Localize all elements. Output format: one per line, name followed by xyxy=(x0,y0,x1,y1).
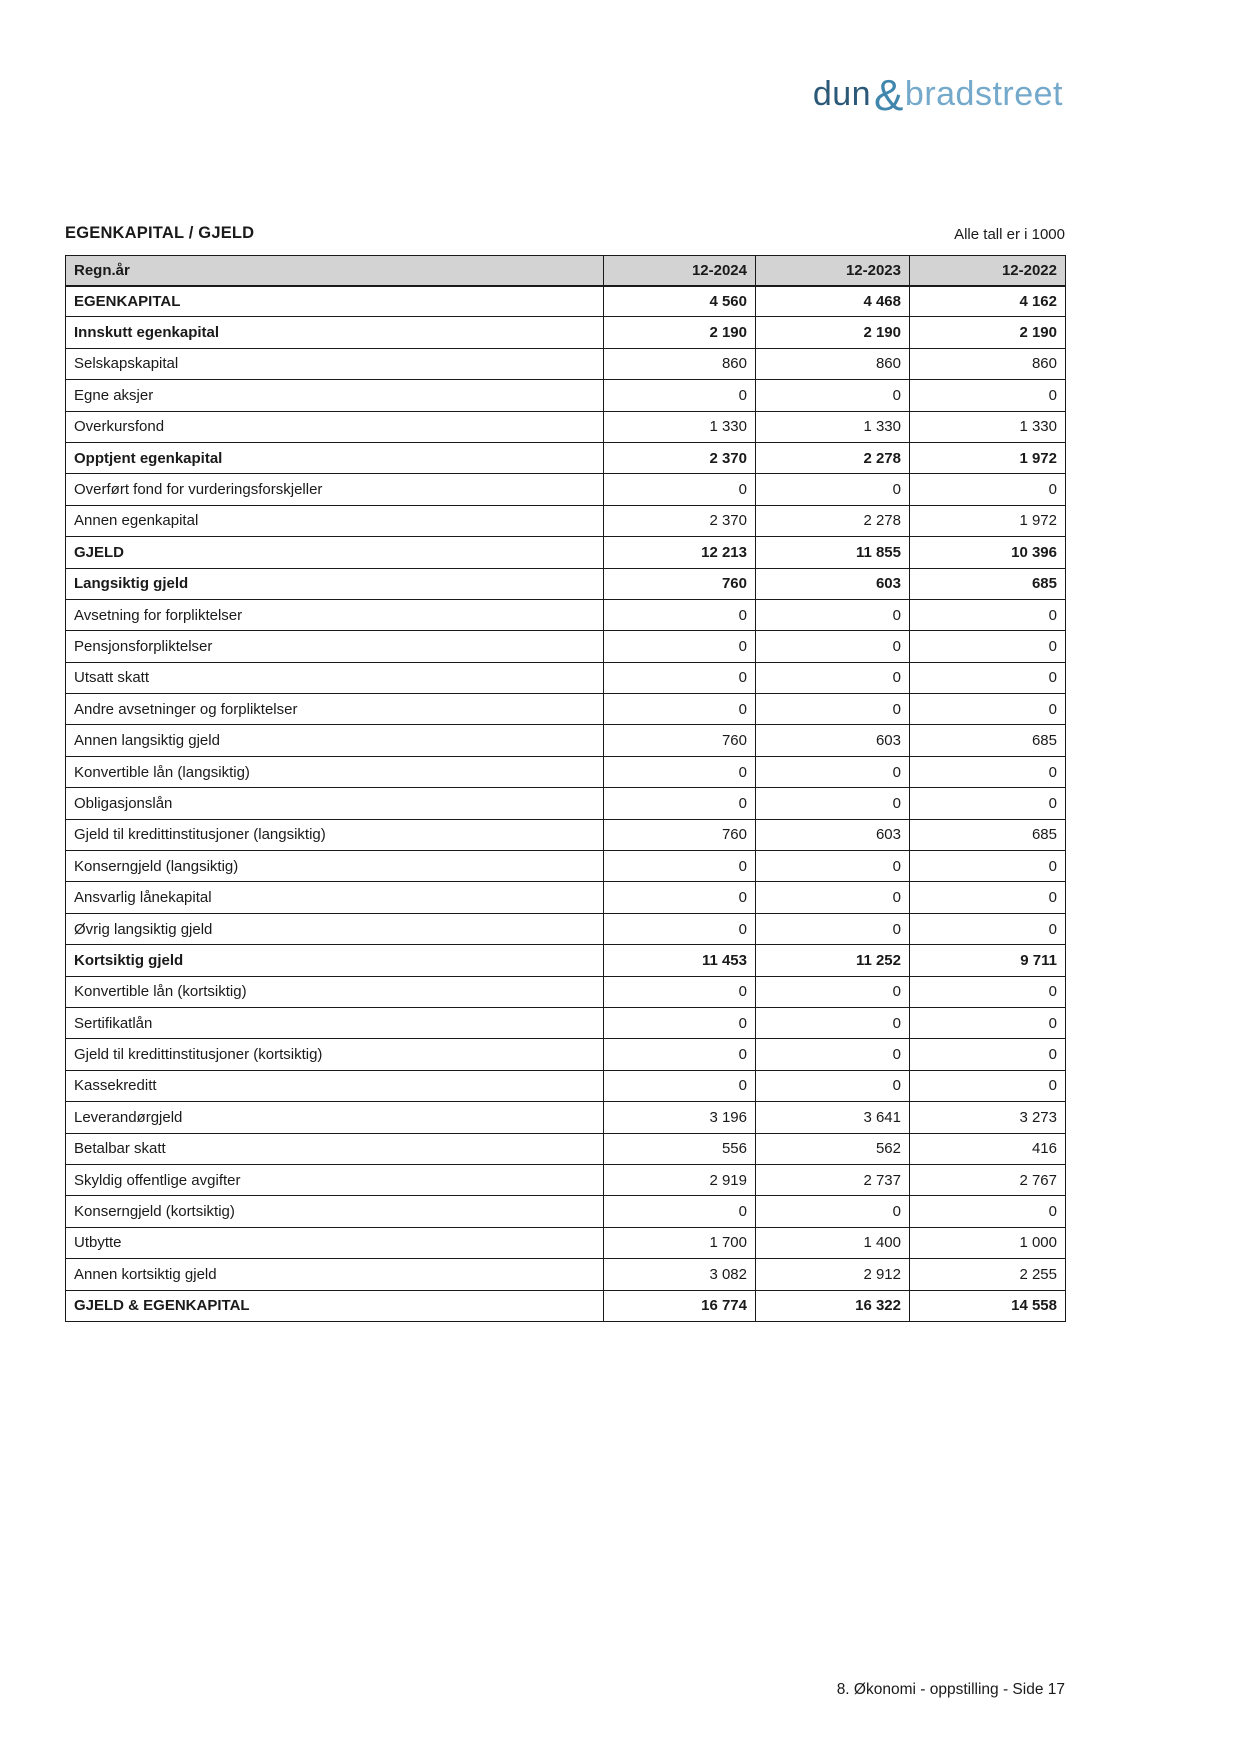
row-value: 0 xyxy=(910,851,1066,882)
row-value: 0 xyxy=(910,913,1066,944)
row-label: Ansvarlig lånekapital xyxy=(66,882,604,913)
table-row xyxy=(66,725,1066,756)
row-value: 0 xyxy=(604,474,756,505)
row-value: 0 xyxy=(756,1007,910,1038)
row-value: 0 xyxy=(756,913,910,944)
logo-ampersand-icon: & xyxy=(874,71,904,120)
row-value: 1 330 xyxy=(604,411,756,442)
row-value: 1 330 xyxy=(756,411,910,442)
column-header-12-2023: 12-2023 xyxy=(756,256,910,286)
row-label: Annen kortsiktig gjeld xyxy=(66,1259,604,1290)
table-row xyxy=(66,442,1066,473)
row-value: 0 xyxy=(604,1070,756,1101)
row-value: 1 972 xyxy=(910,442,1066,473)
row-value: 760 xyxy=(604,568,756,599)
table-row xyxy=(66,1039,1066,1070)
row-value: 1 000 xyxy=(910,1227,1066,1258)
balance-sheet-table xyxy=(65,255,1066,1322)
row-label: Selskapskapital xyxy=(66,348,604,379)
logo-text-dun: dun xyxy=(812,75,872,113)
row-label: Konvertible lån (langsiktig) xyxy=(66,756,604,787)
row-value: 0 xyxy=(604,380,756,411)
row-value: 2 190 xyxy=(756,317,910,348)
table-body xyxy=(66,286,1066,1322)
table-row xyxy=(66,1070,1066,1101)
row-label: Kassekreditt xyxy=(66,1070,604,1101)
table-row xyxy=(66,568,1066,599)
row-value: 0 xyxy=(756,380,910,411)
table-row xyxy=(66,317,1066,348)
row-label: GJELD xyxy=(66,537,604,568)
row-label: Leverandørgjeld xyxy=(66,1102,604,1133)
row-value: 0 xyxy=(604,631,756,662)
row-value: 2 190 xyxy=(910,317,1066,348)
row-value: 0 xyxy=(910,1007,1066,1038)
table-row xyxy=(66,286,1066,317)
table-row xyxy=(66,913,1066,944)
row-label: Konserngjeld (kortsiktig) xyxy=(66,1196,604,1227)
footer-page-label: 8. Økonomi - oppstilling - Side 17 xyxy=(836,1681,1065,1698)
row-value: 4 162 xyxy=(910,286,1066,317)
row-label: GJELD & EGENKAPITAL xyxy=(66,1290,604,1321)
row-value: 860 xyxy=(756,348,910,379)
row-value: 0 xyxy=(910,756,1066,787)
row-label: Konvertible lån (kortsiktig) xyxy=(66,976,604,1007)
column-header-12-2022: 12-2022 xyxy=(910,256,1066,286)
table-row xyxy=(66,411,1066,442)
row-label: Pensjonsforpliktelser xyxy=(66,631,604,662)
row-value: 0 xyxy=(756,662,910,693)
row-label: Avsetning for forpliktelser xyxy=(66,599,604,630)
row-value: 0 xyxy=(604,851,756,882)
row-value: 9 711 xyxy=(910,945,1066,976)
row-value: 4 560 xyxy=(604,286,756,317)
row-label: Andre avsetninger og forpliktelser xyxy=(66,694,604,725)
row-value: 2 255 xyxy=(910,1259,1066,1290)
row-value: 2 370 xyxy=(604,505,756,536)
row-label: Sertifikatlån xyxy=(66,1007,604,1038)
row-value: 0 xyxy=(910,662,1066,693)
row-value: 12 213 xyxy=(604,537,756,568)
row-value: 16 774 xyxy=(604,1290,756,1321)
row-value: 685 xyxy=(910,725,1066,756)
row-value: 760 xyxy=(604,819,756,850)
dun-and-bradstreet-logo xyxy=(812,71,1063,120)
row-value: 562 xyxy=(756,1133,910,1164)
row-value: 2 912 xyxy=(756,1259,910,1290)
row-label: Skyldig offentlige avgifter xyxy=(66,1164,604,1195)
title-row xyxy=(65,224,1065,243)
row-value: 0 xyxy=(756,1070,910,1101)
row-value: 0 xyxy=(604,788,756,819)
row-value: 3 641 xyxy=(756,1102,910,1133)
row-value: 1 700 xyxy=(604,1227,756,1258)
row-value: 4 468 xyxy=(756,286,910,317)
row-label: Overkursfond xyxy=(66,411,604,442)
logo-text-bradstreet: bradstreet xyxy=(904,75,1063,113)
row-value: 0 xyxy=(910,1070,1066,1101)
row-value: 16 322 xyxy=(756,1290,910,1321)
table-row xyxy=(66,1133,1066,1164)
row-value: 11 855 xyxy=(756,537,910,568)
units-note: Alle tall er i 1000 xyxy=(954,226,1065,243)
row-value: 0 xyxy=(604,913,756,944)
row-label: Annen langsiktig gjeld xyxy=(66,725,604,756)
row-label: Utsatt skatt xyxy=(66,662,604,693)
row-value: 0 xyxy=(756,882,910,913)
row-value: 0 xyxy=(910,474,1066,505)
row-value: 0 xyxy=(910,976,1066,1007)
row-value: 603 xyxy=(756,725,910,756)
row-label: Egne aksjer xyxy=(66,380,604,411)
page-content xyxy=(65,0,1065,1754)
row-label: Gjeld til kredittinstitusjoner (kortsiktig) xyxy=(66,1039,604,1070)
row-value: 0 xyxy=(910,631,1066,662)
table-row xyxy=(66,1227,1066,1258)
row-value: 1 400 xyxy=(756,1227,910,1258)
table-row xyxy=(66,819,1066,850)
row-label: Langsiktig gjeld xyxy=(66,568,604,599)
row-value: 0 xyxy=(910,380,1066,411)
table-row xyxy=(66,882,1066,913)
column-header-regnar: Regn.år xyxy=(66,256,604,286)
table-header-row xyxy=(66,256,1066,286)
row-value: 0 xyxy=(910,1196,1066,1227)
row-label: Øvrig langsiktig gjeld xyxy=(66,913,604,944)
row-value: 0 xyxy=(604,1039,756,1070)
row-value: 1 330 xyxy=(910,411,1066,442)
row-value: 860 xyxy=(604,348,756,379)
row-value: 2 278 xyxy=(756,505,910,536)
table-row xyxy=(66,1164,1066,1195)
table-row xyxy=(66,380,1066,411)
row-label: Overført fond for vurderingsforskjeller xyxy=(66,474,604,505)
row-value: 0 xyxy=(604,756,756,787)
row-value: 1 972 xyxy=(910,505,1066,536)
row-label: Opptjent egenkapital xyxy=(66,442,604,473)
column-header-12-2024: 12-2024 xyxy=(604,256,756,286)
row-label: Konserngjeld (langsiktig) xyxy=(66,851,604,882)
row-label: Gjeld til kredittinstitusjoner (langsiktig) xyxy=(66,819,604,850)
table-row xyxy=(66,756,1066,787)
row-value: 2 737 xyxy=(756,1164,910,1195)
row-value: 0 xyxy=(756,694,910,725)
row-value: 0 xyxy=(756,788,910,819)
row-value: 685 xyxy=(910,819,1066,850)
row-value: 10 396 xyxy=(910,537,1066,568)
table-row xyxy=(66,945,1066,976)
table-row xyxy=(66,788,1066,819)
row-value: 416 xyxy=(910,1133,1066,1164)
row-value: 685 xyxy=(910,568,1066,599)
row-value: 0 xyxy=(604,882,756,913)
row-value: 2 919 xyxy=(604,1164,756,1195)
row-value: 0 xyxy=(910,1039,1066,1070)
row-value: 3 196 xyxy=(604,1102,756,1133)
table-row xyxy=(66,1007,1066,1038)
row-value: 0 xyxy=(604,694,756,725)
table-row xyxy=(66,505,1066,536)
row-value: 2 370 xyxy=(604,442,756,473)
row-label: Utbytte xyxy=(66,1227,604,1258)
row-value: 2 278 xyxy=(756,442,910,473)
row-value: 0 xyxy=(604,1196,756,1227)
section-title: EGENKAPITAL / GJELD xyxy=(65,224,255,242)
row-label: Innskutt egenkapital xyxy=(66,317,604,348)
table-row xyxy=(66,976,1066,1007)
row-label: Betalbar skatt xyxy=(66,1133,604,1164)
row-value: 0 xyxy=(604,976,756,1007)
row-value: 0 xyxy=(910,599,1066,630)
row-label: Annen egenkapital xyxy=(66,505,604,536)
row-value: 0 xyxy=(756,631,910,662)
row-label: Obligasjonslån xyxy=(66,788,604,819)
row-value: 603 xyxy=(756,819,910,850)
row-value: 0 xyxy=(910,788,1066,819)
row-value: 2 767 xyxy=(910,1164,1066,1195)
row-value: 3 082 xyxy=(604,1259,756,1290)
row-value: 14 558 xyxy=(910,1290,1066,1321)
row-value: 2 190 xyxy=(604,317,756,348)
row-value: 603 xyxy=(756,568,910,599)
row-value: 0 xyxy=(756,976,910,1007)
row-value: 556 xyxy=(604,1133,756,1164)
row-value: 760 xyxy=(604,725,756,756)
table-row xyxy=(66,1102,1066,1133)
table-row xyxy=(66,631,1066,662)
table-row xyxy=(66,474,1066,505)
table-row xyxy=(66,662,1066,693)
row-value: 0 xyxy=(756,851,910,882)
row-value: 0 xyxy=(756,1039,910,1070)
table-row xyxy=(66,1259,1066,1290)
row-value: 0 xyxy=(604,662,756,693)
table-row xyxy=(66,694,1066,725)
row-value: 0 xyxy=(910,882,1066,913)
row-value: 11 453 xyxy=(604,945,756,976)
row-value: 860 xyxy=(910,348,1066,379)
table-row xyxy=(66,851,1066,882)
row-label: EGENKAPITAL xyxy=(66,286,604,317)
row-value: 3 273 xyxy=(910,1102,1066,1133)
row-value: 0 xyxy=(604,599,756,630)
table-row xyxy=(66,1290,1066,1321)
row-value: 0 xyxy=(756,474,910,505)
table-row xyxy=(66,348,1066,379)
table-row xyxy=(66,1196,1066,1227)
row-value: 0 xyxy=(756,1196,910,1227)
row-label: Kortsiktig gjeld xyxy=(66,945,604,976)
row-value: 0 xyxy=(756,756,910,787)
table-row xyxy=(66,537,1066,568)
row-value: 11 252 xyxy=(756,945,910,976)
row-value: 0 xyxy=(910,694,1066,725)
row-value: 0 xyxy=(604,1007,756,1038)
table-row xyxy=(66,599,1066,630)
row-value: 0 xyxy=(756,599,910,630)
